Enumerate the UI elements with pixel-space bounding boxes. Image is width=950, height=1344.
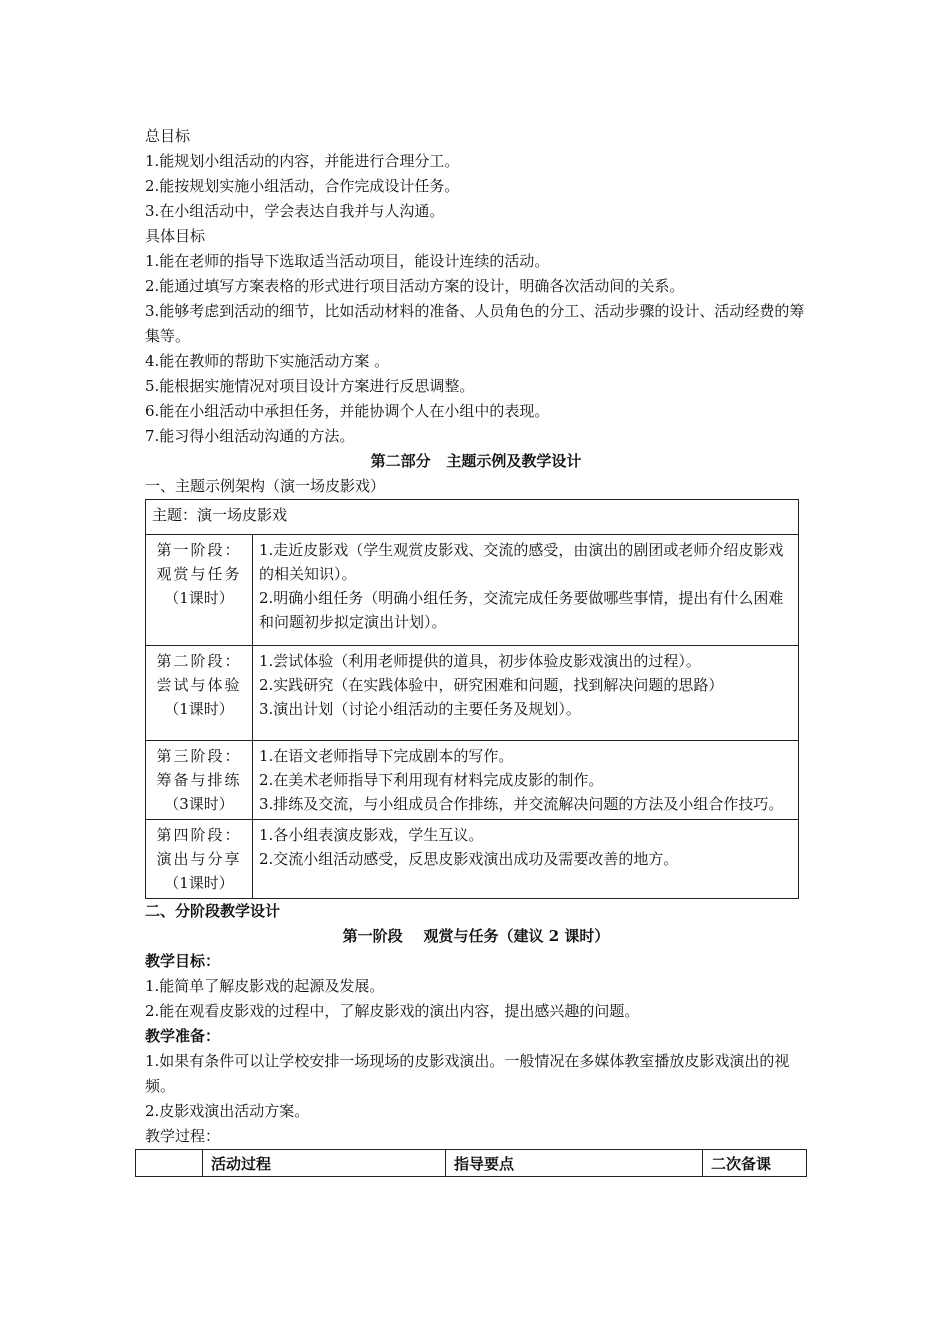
list-item: 2.在美术老师指导下利用现有材料完成皮影的制作。 bbox=[259, 771, 604, 789]
stage-items bbox=[253, 741, 799, 820]
list-item: 2.明确小组任务（明确小组任务，交流完成任务要做哪些事情，提出有什么困难和问题初步拟定演出计划）。 bbox=[259, 589, 784, 631]
specific-goal-item: 5.能根据实施情况对项目设计方案进行反思调整。 bbox=[145, 377, 475, 395]
stage-hours: （3课时） bbox=[164, 795, 234, 813]
stage-cell bbox=[146, 820, 253, 899]
specific-goal-item: 3.能够考虑到活动的细节，比如活动材料的准备、人员角色的分工、活动步骤的设计、活动经费的筹集等。 bbox=[145, 302, 805, 345]
overall-goal-heading: 总目标 bbox=[145, 127, 191, 145]
stage-label: 第一阶段： bbox=[156, 541, 242, 559]
goal-item: 2.能在观看皮影戏的过程中，了解皮影戏的演出内容，提出感兴趣的问题。 bbox=[145, 1002, 640, 1020]
stage-items bbox=[253, 646, 799, 741]
document-page bbox=[145, 124, 807, 1177]
specific-goal-heading: 具体目标 bbox=[145, 227, 206, 245]
specific-goal-item: 4.能在教师的帮助下实施活动方案 。 bbox=[145, 352, 390, 370]
list-item: 3.排练及交流，与小组成员合作排练，并交流解决问题的方法及小组合作技巧。 bbox=[259, 795, 784, 813]
list-item: 1.尝试体验（利用老师提供的道具，初步体验皮影戏演出的过程）。 bbox=[259, 652, 701, 670]
specific-goal-item: 6.能在小组活动中承担任务，并能协调个人在小组中的表现。 bbox=[145, 402, 550, 420]
architecture-table bbox=[145, 499, 799, 899]
table-header bbox=[136, 1150, 203, 1177]
table-header-row bbox=[136, 1150, 807, 1177]
stage-title: 第一阶段 观赏与任务（建议 2 课时） bbox=[342, 927, 610, 945]
stage-cell bbox=[146, 535, 253, 646]
table-header: 二次备课 bbox=[703, 1150, 807, 1177]
stage-hours: （1课时） bbox=[164, 589, 234, 607]
stage-name: 演出与分享 bbox=[156, 850, 242, 868]
specific-goal-item: 1.能在老师的指导下选取适当活动项目，能设计连续的活动。 bbox=[145, 252, 550, 270]
section-heading: 二、分阶段教学设计 bbox=[145, 902, 281, 920]
prep-item: 2.皮影戏演出活动方案。 bbox=[145, 1102, 310, 1120]
overall-goal-item: 3.在小组活动中，学会表达自我并与人沟通。 bbox=[145, 202, 445, 220]
prep-item: 1.如果有条件可以让学校安排一场现场的皮影戏演出。一般情况在多媒体教室播放皮影戏演出的视频。 bbox=[145, 1052, 790, 1095]
list-item: 1.走近皮影戏（学生观赏皮影戏、交流的感受，由演出的剧团或老师介绍皮影戏的相关知识）。 bbox=[259, 541, 784, 583]
table-row bbox=[146, 646, 799, 741]
stage-items bbox=[253, 535, 799, 646]
list-item: 3.演出计划（讨论小组活动的主要任务及规划）。 bbox=[259, 700, 581, 718]
stage-hours: （1课时） bbox=[164, 700, 234, 718]
process-heading: 教学过程： bbox=[145, 1127, 221, 1145]
stage-label: 第四阶段： bbox=[156, 826, 242, 844]
theme-cell: 主题：演一场皮影戏 bbox=[146, 500, 799, 535]
goals-heading: 教学目标： bbox=[145, 952, 221, 970]
list-item: 2.交流小组活动感受，反思皮影戏演出成功及需要改善的地方。 bbox=[259, 850, 679, 868]
table-header: 活动过程 bbox=[203, 1150, 446, 1177]
list-item: 1.在语文老师指导下完成剧本的写作。 bbox=[259, 747, 514, 765]
stage-hours: （1课时） bbox=[164, 874, 234, 892]
stage-cell bbox=[146, 741, 253, 820]
prep-heading: 教学准备： bbox=[145, 1027, 221, 1045]
table-row bbox=[146, 820, 799, 899]
stage-cell bbox=[146, 646, 253, 741]
overall-goal-item: 2.能按规划实施小组活动，合作完成设计任务。 bbox=[145, 177, 460, 195]
table-row bbox=[146, 741, 799, 820]
stage-items bbox=[253, 820, 799, 899]
process-table bbox=[135, 1149, 807, 1177]
list-item: 1.各小组表演皮影戏，学生互议。 bbox=[259, 826, 484, 844]
stage-label: 第二阶段： bbox=[156, 652, 242, 670]
specific-goal-item: 7.能习得小组活动沟通的方法。 bbox=[145, 427, 355, 445]
stage-name: 观赏与任务 bbox=[156, 565, 242, 583]
table-row bbox=[146, 535, 799, 646]
table-header: 指导要点 bbox=[446, 1150, 703, 1177]
part-title: 第二部分 主题示例及教学设计 bbox=[370, 452, 582, 470]
stage-label: 第三阶段： bbox=[156, 747, 242, 765]
goal-item: 1.能简单了解皮影戏的起源及发展。 bbox=[145, 977, 385, 995]
overall-goal-item: 1.能规划小组活动的内容，并能进行合理分工。 bbox=[145, 152, 460, 170]
specific-goal-item: 2.能通过填写方案表格的形式进行项目活动方案的设计，明确各次活动间的关系。 bbox=[145, 277, 685, 295]
stage-name: 筹备与排练 bbox=[156, 771, 242, 789]
list-item: 2.实践研究（在实践体验中，研究困难和问题，找到解决问题的思路） bbox=[259, 676, 724, 694]
stage-name: 尝试与体验 bbox=[156, 676, 242, 694]
section-heading: 一、主题示例架构（演一场皮影戏） bbox=[145, 477, 386, 495]
